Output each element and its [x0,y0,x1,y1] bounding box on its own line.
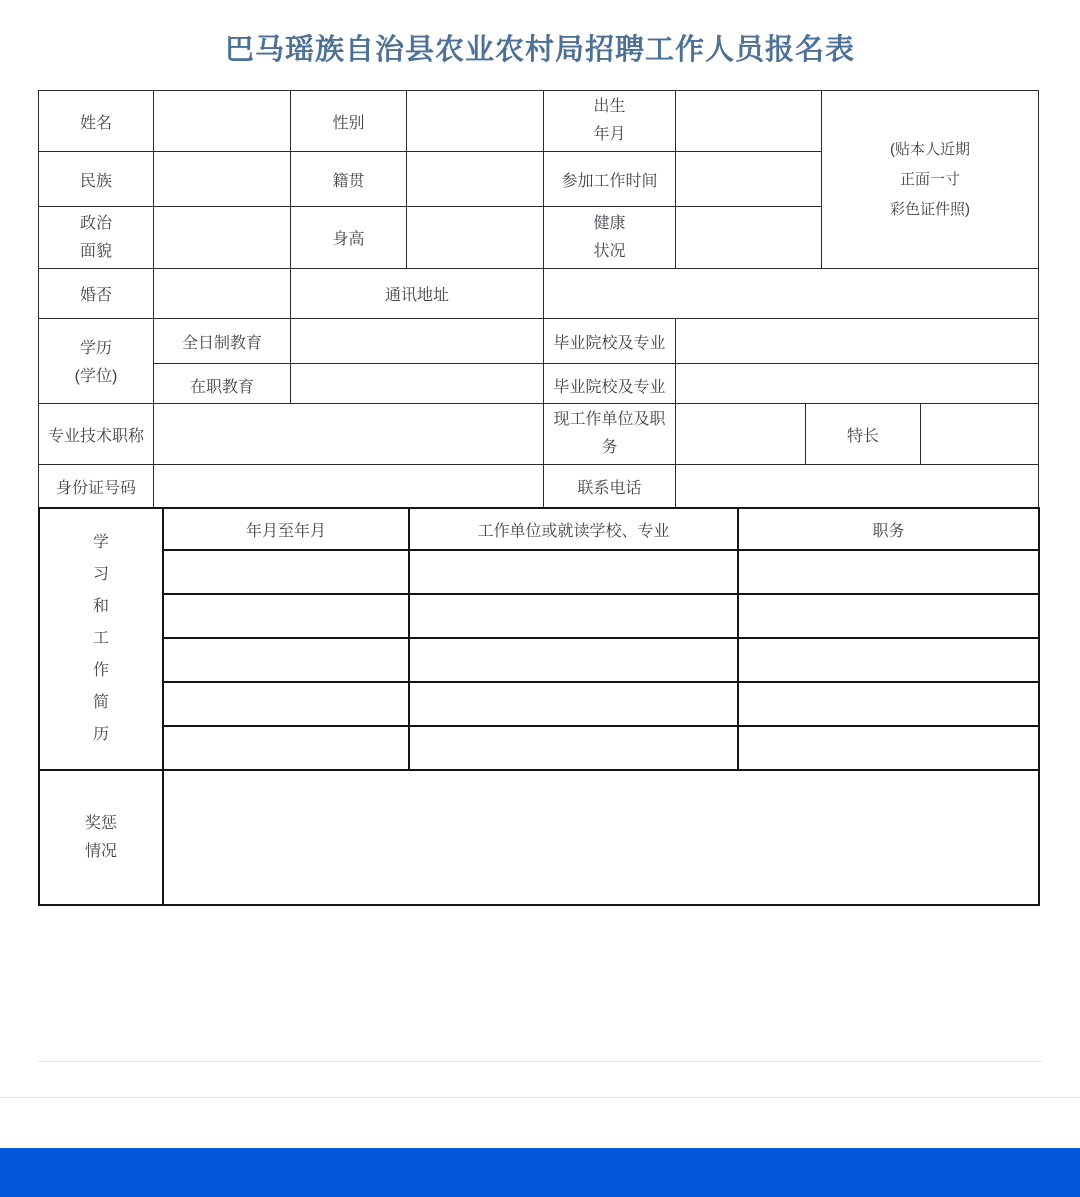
photo-note: (贴本人近期 正面一寸 彩色证件照) [890,140,970,218]
fulltime-education-label-cell: 全日制教育 [154,319,291,364]
fulltime-education-value-cell [291,319,544,364]
height-value-cell [407,207,544,269]
row-marital-address [39,269,1039,319]
id-number-value-cell [154,465,544,509]
inservice-school-major-label-cell: 毕业院校及专业 [544,364,676,408]
id-number-label-cell: 身份证号码 [39,465,154,509]
specialty-value-cell [921,404,1039,465]
mailing-address-label-cell: 通讯地址 [291,269,544,319]
contact-phone-value-cell [676,465,1039,509]
ethnicity-value-cell [154,152,291,207]
photo-placeholder-cell [822,91,1039,269]
rewards-label-cell: 奖惩情况 [39,770,163,905]
specialty-label-cell: 特长 [806,404,921,465]
resume-unit-cell [409,594,738,638]
resume-period-cell [163,594,409,638]
row-name-gender-birth [39,91,1039,152]
gender-value-cell [407,91,544,152]
fulltime-school-major-label-cell: 毕业院校及专业 [544,319,676,364]
name-value-cell [154,91,291,152]
political-status-value-cell [154,207,291,269]
resume-position-cell [738,726,1039,770]
inservice-education-label-cell: 在职教育 [154,364,291,408]
applicant-info-table [38,90,1039,408]
education-degree-label-cell: 学历 (学位) [39,319,154,408]
marital-status-label-cell: 婚否 [39,269,154,319]
row-fulltime-education [39,319,1039,364]
professional-title-label-cell: 专业技术职称 [39,404,154,465]
marital-status-value-cell [154,269,291,319]
work-unit-label-cell: 现工作单位及职务 [544,404,676,465]
resume-unit-cell [409,726,738,770]
resume-unit-header-cell: 工作单位或就读学校、专业 [409,508,738,550]
professional-title-value-cell [154,404,544,465]
resume-row [39,726,1039,770]
contact-phone-label-cell: 联系电话 [544,465,676,509]
resume-row [39,594,1039,638]
work-start-label-cell: 参加工作时间 [544,152,676,207]
mailing-address-value-cell [544,269,1039,319]
resume-period-cell [163,682,409,726]
political-status-label-cell: 政治面貌 [39,207,154,269]
resume-unit-cell [409,638,738,682]
resume-period-cell [163,550,409,594]
row-id-phone [39,465,1039,509]
resume-row [39,638,1039,682]
resume-position-cell [738,550,1039,594]
footer-bar [0,1148,1080,1197]
document-title: 巴马瑶族自治县农业农村局招聘工作人员报名表 [224,34,855,66]
resume-period-cell [163,638,409,682]
rewards-row [39,770,1039,905]
page-divider-inner [38,1061,1042,1062]
birth-date-value-cell [676,91,822,152]
work-unit-value-cell [676,404,806,465]
resume-table [38,507,1040,906]
fulltime-school-major-value-cell [676,319,1039,364]
resume-position-cell [738,638,1039,682]
resume-row [39,550,1039,594]
row-inservice-education [39,364,1039,408]
resume-position-header-cell: 职务 [738,508,1039,550]
name-label-cell: 姓名 [39,91,154,152]
resume-position-cell [738,594,1039,638]
page-divider-full [0,1097,1080,1098]
native-place-label-cell: 籍贯 [291,152,407,207]
resume-section-label-cell: 学习和工作简历 [39,508,163,770]
ethnicity-label-cell: 民族 [39,152,154,207]
resume-unit-cell [409,550,738,594]
resume-row [39,682,1039,726]
height-label-cell: 身高 [291,207,407,269]
resume-period-cell [163,726,409,770]
work-start-value-cell [676,152,822,207]
resume-position-cell [738,682,1039,726]
resume-period-header-cell: 年月至年月 [163,508,409,550]
birth-date-label-cell: 出生年月 [544,91,676,152]
native-place-value-cell [407,152,544,207]
health-status-label-cell: 健康状况 [544,207,676,269]
inservice-school-major-value-cell [676,364,1039,408]
resume-header-row [39,508,1039,550]
row-title-workunit-specialty [39,404,1039,465]
resume-unit-cell [409,682,738,726]
rewards-value-cell [163,770,1039,905]
inservice-education-value-cell [291,364,544,408]
health-status-value-cell [676,207,822,269]
gender-label-cell: 性别 [291,91,407,152]
applicant-info-table-lower [38,403,1039,509]
